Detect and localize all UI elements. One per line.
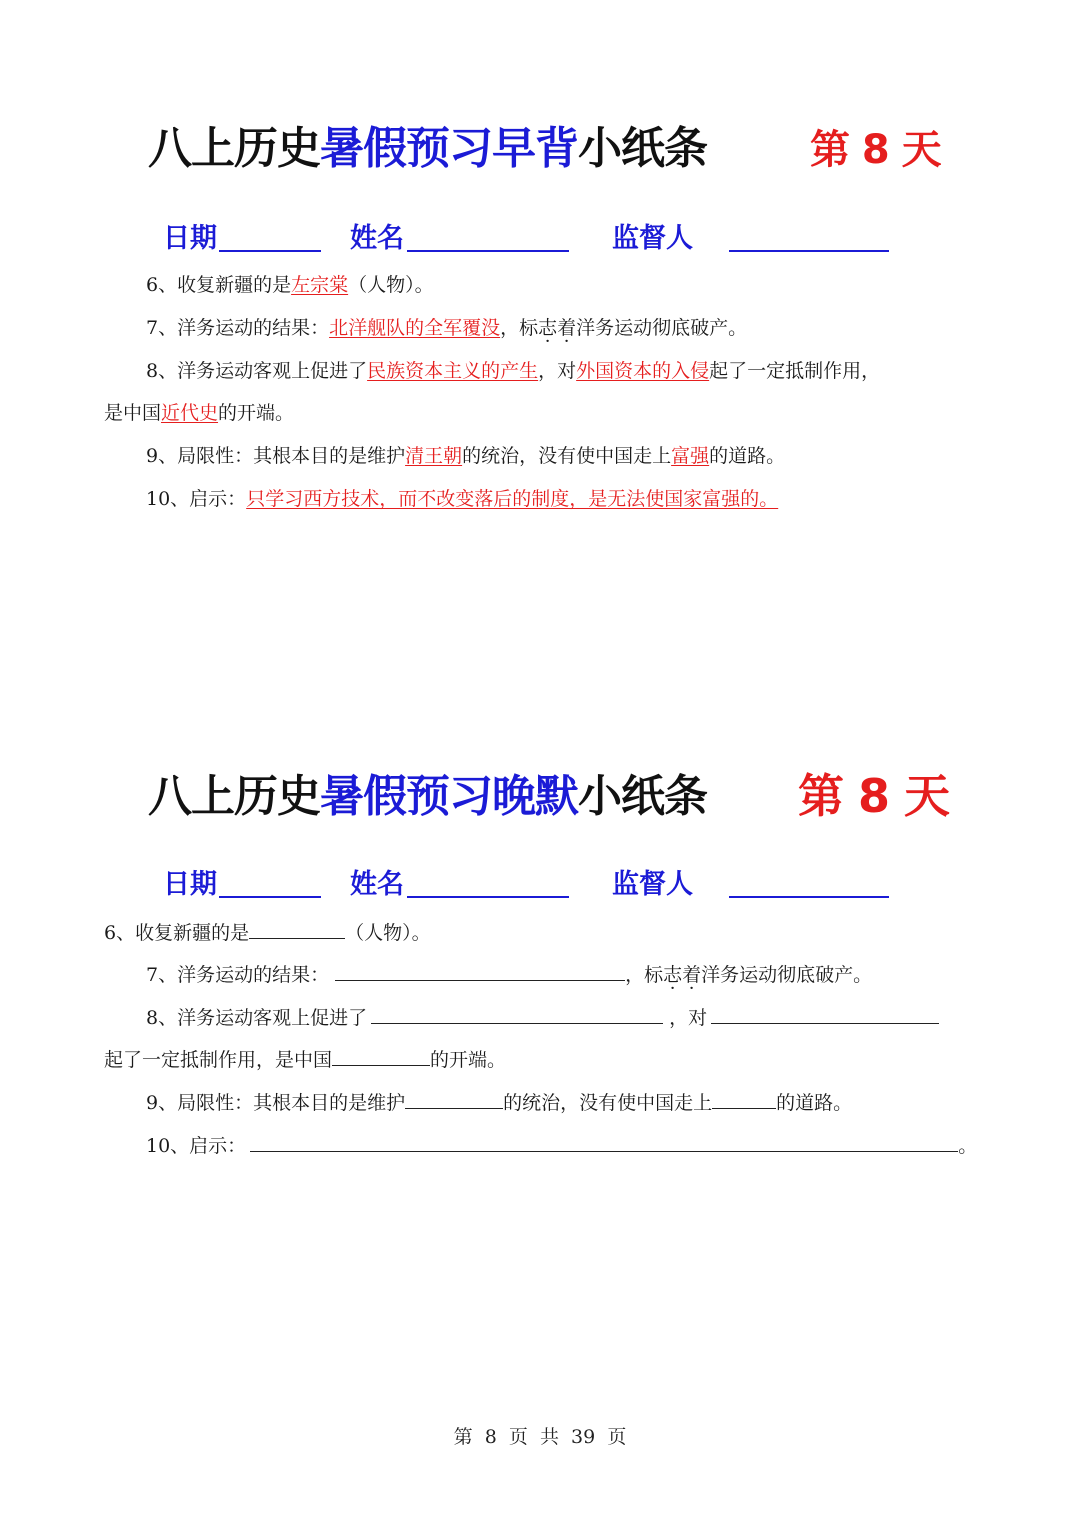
evening-q6-blank[interactable]: [249, 920, 345, 939]
evening-q9-post: 的道路。: [776, 1092, 853, 1114]
morning-day-label: 第 8 天: [810, 127, 941, 173]
evening-q6: [104, 920, 431, 945]
morning-q6: [146, 273, 434, 297]
evening-q8-text: 8、洋务运动客观上促进了: [146, 1007, 368, 1029]
evening-q8-line2-post: 的开端。: [430, 1049, 507, 1071]
evening-q10-blank[interactable]: [250, 1133, 958, 1152]
morning-supervisor-label: 监督人: [612, 223, 693, 254]
evening-title-suffix: 小纸条: [578, 771, 707, 822]
evening-q8-line2: [104, 1047, 506, 1072]
morning-q7-text: 7、洋务运动的结果：: [146, 317, 330, 339]
evening-q7: [146, 962, 872, 987]
evening-q8-blank-1[interactable]: [371, 1005, 663, 1024]
morning-q8-line1: [146, 359, 880, 383]
evening-q10-post: 。: [958, 1135, 978, 1157]
evening-q8-mid: ，对: [669, 1007, 708, 1029]
morning-q10-text: 10、启示：: [146, 488, 247, 510]
evening-q9-blank-1[interactable]: [405, 1090, 503, 1109]
morning-q7-dotted-2: 着: [557, 317, 577, 339]
morning-q6-post: （人物）。: [348, 274, 434, 296]
evening-q9-mid: 的统治，没有使中国走上: [503, 1092, 713, 1114]
evening-name-line[interactable]: [407, 896, 569, 898]
morning-q8-mid: ，对: [538, 360, 577, 382]
morning-q10: [146, 487, 778, 511]
morning-title-prefix: 八上历史: [148, 123, 320, 174]
morning-q9-answer-2: 富强: [671, 445, 710, 467]
morning-q10-answer: 只学习西方技术，而不改变落后的制度，是无法使国家富强的。: [246, 488, 779, 510]
evening-q10-text: 10、启示：: [146, 1135, 247, 1157]
evening-q7-dotted-1: 志: [663, 964, 683, 986]
morning-q7: [146, 316, 747, 340]
morning-q8-text: 8、洋务运动客观上促进了: [146, 360, 368, 382]
evening-q7-dotted-2: 着: [682, 964, 702, 986]
evening-q7-blank[interactable]: [335, 962, 625, 981]
morning-q7-answer: 北洋舰队的全军覆没: [329, 317, 501, 339]
evening-q8-line1: [146, 1005, 939, 1030]
evening-q8-blank-2[interactable]: [711, 1005, 939, 1024]
morning-q7-post-b: 洋务运动彻底破产。: [576, 317, 748, 339]
morning-q8-line2: [104, 401, 294, 425]
morning-q8-answer-3: 近代史: [161, 402, 219, 424]
evening-q10: [146, 1133, 977, 1158]
morning-title-suffix: 小纸条: [578, 123, 707, 174]
morning-q7-post-a: ，标: [500, 317, 539, 339]
evening-title: [148, 760, 968, 830]
evening-q9-text: 9、局限性：其根本目的是维护: [146, 1092, 406, 1114]
evening-q8-blank-3[interactable]: [332, 1047, 430, 1066]
morning-q9: [146, 444, 785, 468]
evening-q7-text: 7、洋务运动的结果：: [146, 964, 330, 986]
morning-q9-text: 9、局限性：其根本目的是维护: [146, 445, 406, 467]
evening-supervisor-label: 监督人: [612, 869, 693, 900]
morning-q9-mid: 的统治，没有使中国走上: [462, 445, 672, 467]
evening-q9: [146, 1090, 852, 1115]
morning-q9-post: 的道路。: [709, 445, 786, 467]
morning-date-label: 日期: [163, 223, 217, 254]
evening-title-prefix: 八上历史: [148, 771, 320, 822]
morning-fields: [163, 216, 923, 260]
evening-q6-text: 6、收复新疆的是: [104, 922, 250, 944]
morning-q8-post: 起了一定抵制作用，: [709, 360, 881, 382]
morning-name-line[interactable]: [407, 250, 569, 252]
morning-supervisor-line[interactable]: [729, 250, 889, 252]
evening-q7-post-b: 洋务运动彻底破产。: [701, 964, 873, 986]
evening-date-line[interactable]: [219, 896, 321, 898]
morning-date-line[interactable]: [219, 250, 321, 252]
morning-q9-answer-1: 清王朝: [405, 445, 463, 467]
evening-q8-line2-text: 起了一定抵制作用，是中国: [104, 1049, 333, 1071]
morning-title-highlight: 暑假预习早背: [320, 123, 578, 174]
evening-title-highlight: 暑假预习晚默: [320, 771, 578, 822]
evening-day-label: 第 8 天: [798, 769, 950, 823]
morning-q6-text: 6、收复新疆的是: [146, 274, 292, 296]
evening-supervisor-line[interactable]: [729, 896, 889, 898]
evening-fields: [163, 862, 923, 906]
evening-date-label: 日期: [163, 869, 217, 900]
morning-q8-line2-post: 的开端。: [218, 402, 295, 424]
morning-q8-answer-2: 外国资本的入侵: [576, 360, 710, 382]
morning-q7-dotted-1: 志: [538, 317, 558, 339]
morning-q8-answer-1: 民族资本主义的产生: [367, 360, 539, 382]
evening-q6-post: （人物）。: [345, 922, 431, 944]
evening-q9-blank-2[interactable]: [712, 1090, 776, 1109]
morning-title: [148, 112, 968, 182]
morning-q6-answer: 左宗棠: [291, 274, 349, 296]
evening-name-label: 姓名: [350, 869, 404, 900]
page-number-footer: 第 8 页 共 39 页: [453, 1426, 627, 1448]
evening-q7-post-a: ，标: [625, 964, 664, 986]
morning-name-label: 姓名: [350, 223, 404, 254]
morning-q8-line2-text: 是中国: [104, 402, 162, 424]
